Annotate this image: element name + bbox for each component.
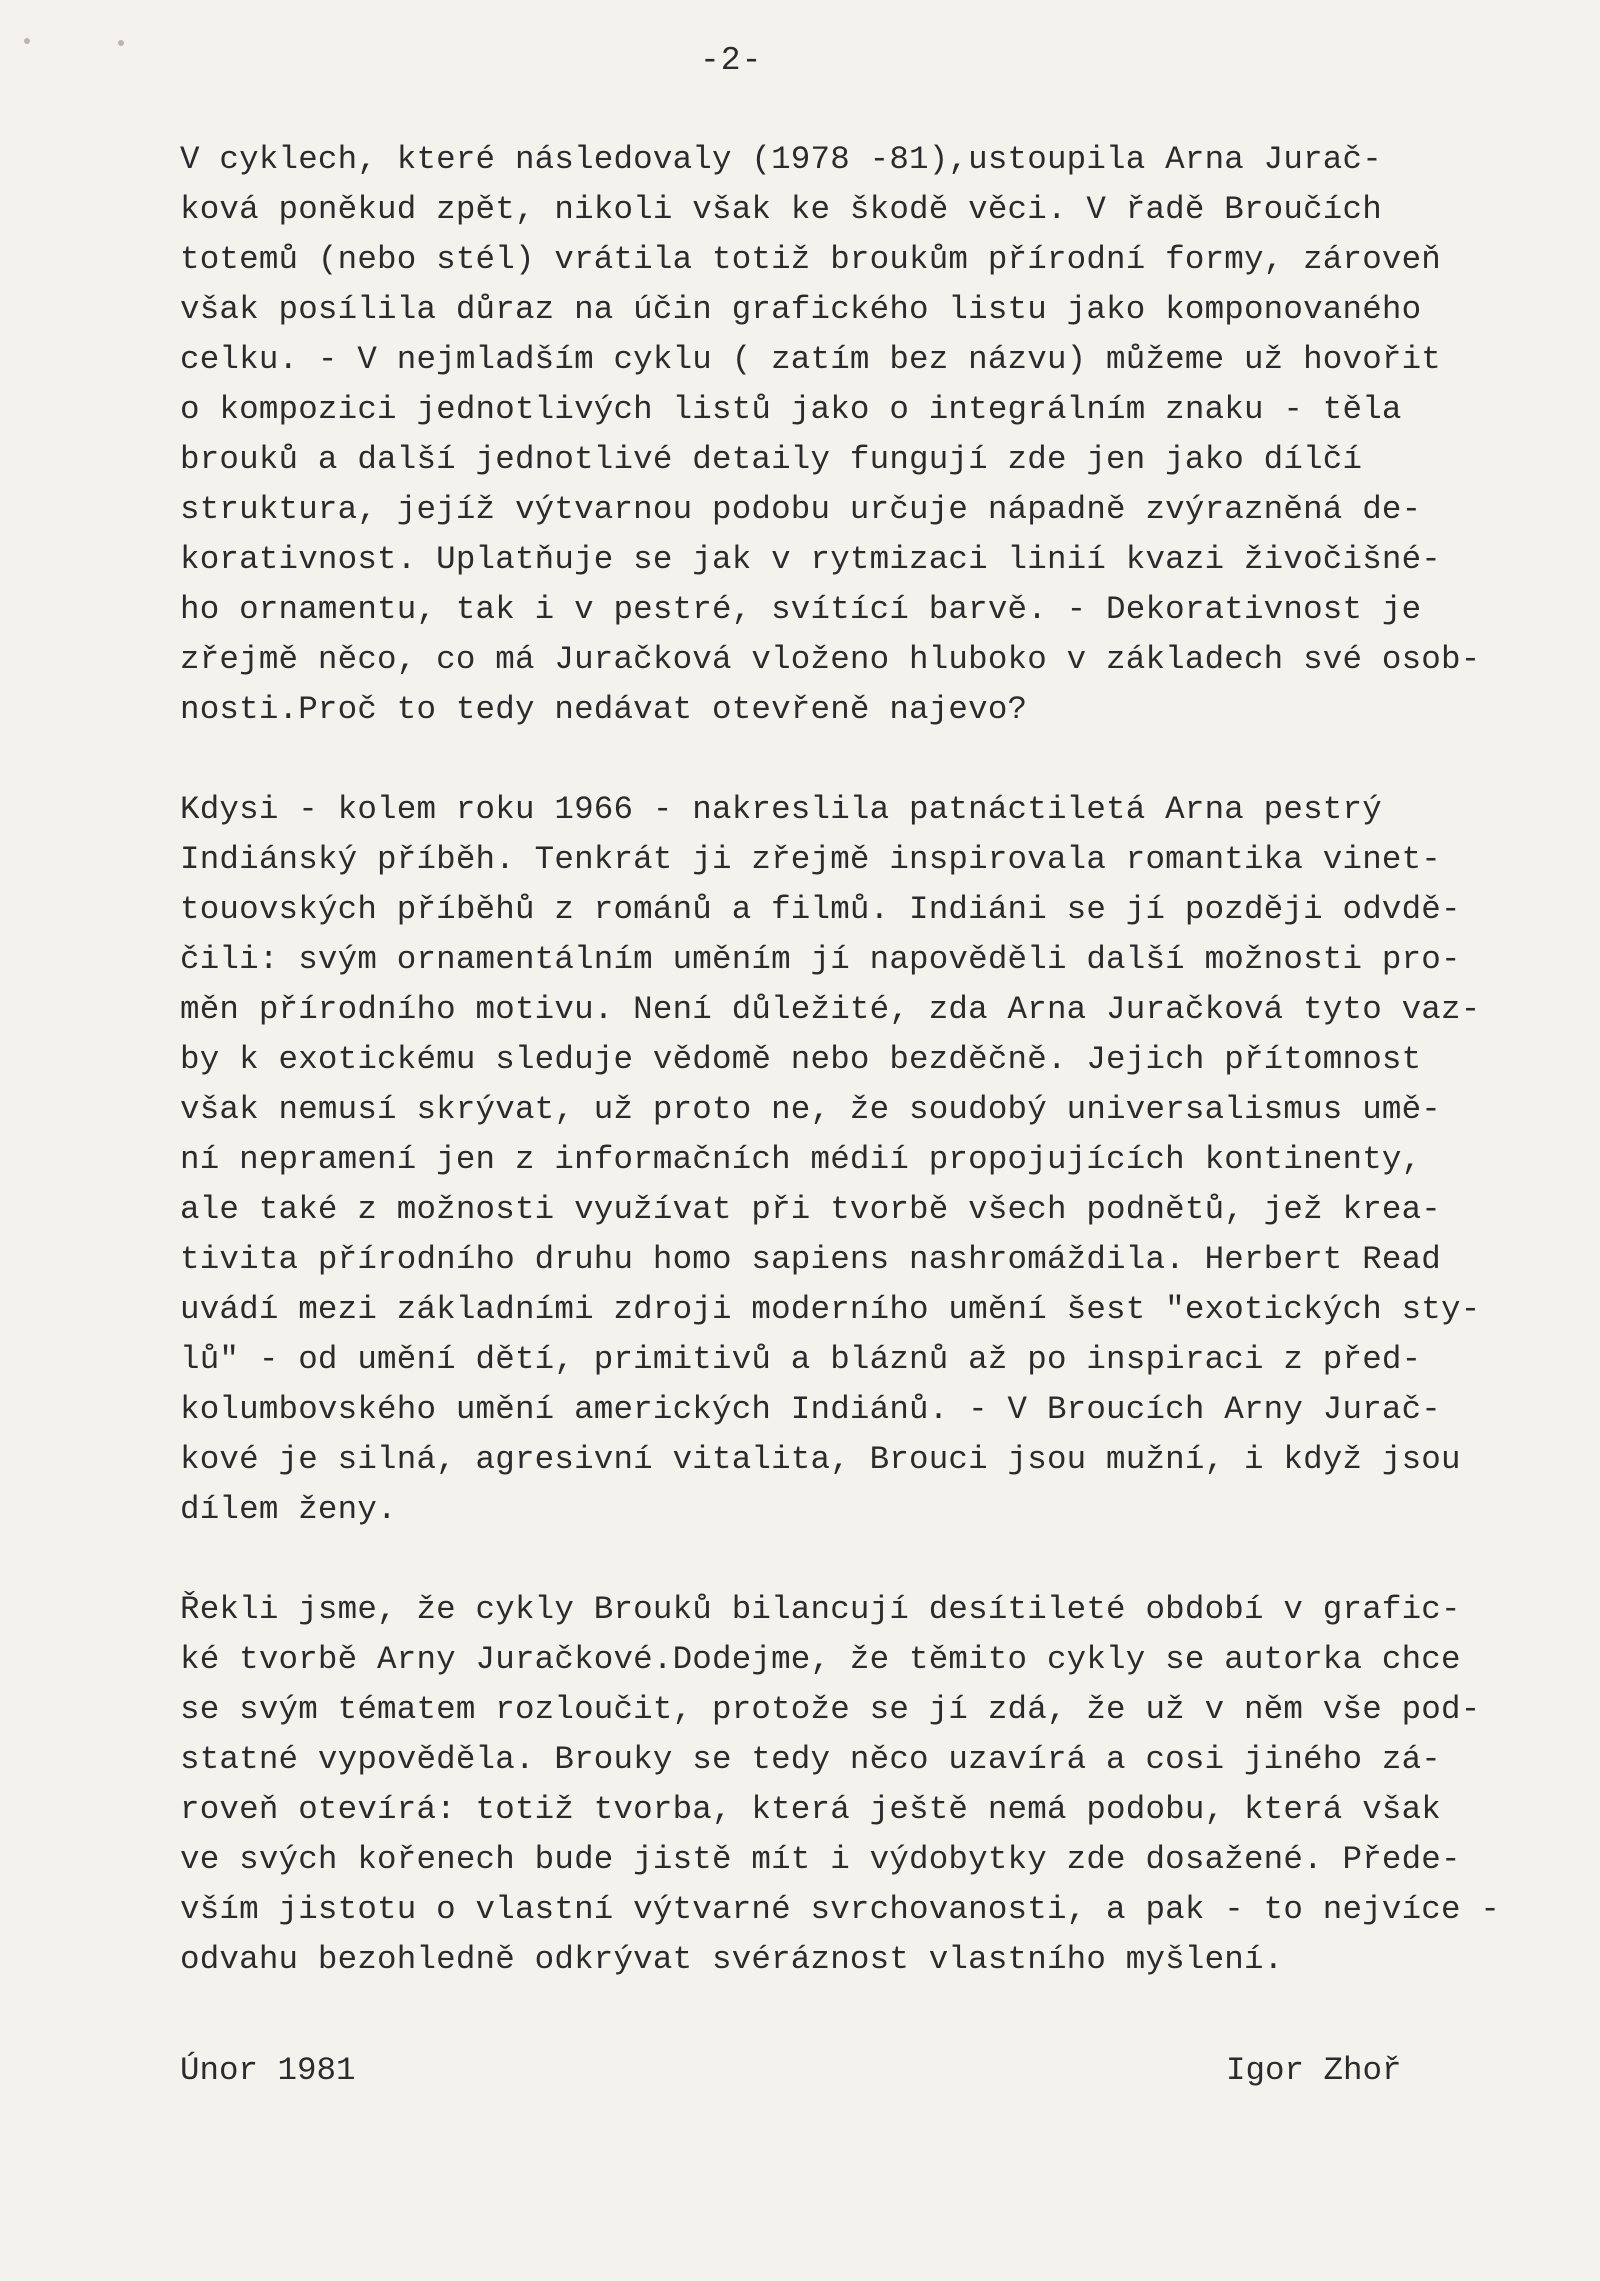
text-line: totemů (nebo stél) vrátila totiž broukům přírodní formy, zároveň	[180, 241, 1442, 278]
text-line: Indiánský příběh. Tenkrát ji zřejmě inspirovala romantika vinet-	[180, 841, 1442, 878]
text-line: tivita přírodního druhu homo sapiens nashromáždila. Herbert Read	[180, 1241, 1442, 1278]
text-line: však nemusí skrývat, už proto ne, že soudobý universalismus umě-	[180, 1091, 1442, 1128]
text-line: ké tvorbě Arny Juračkové.Dodejme, že těmito cykly se autorka chce	[180, 1641, 1461, 1678]
text-line: čili: svým ornamentálním uměním jí napověděli další možnosti pro-	[180, 941, 1461, 978]
text-line: však posílila důraz na účin grafického listu jako komponovaného	[180, 291, 1422, 328]
text-line: ho ornamentu, tak i v pestré, svítící barvě. - Dekorativnost je	[180, 591, 1422, 628]
text-line: kové je silná, agresivní vitalita, Brouci jsou mužní, i když jsou	[180, 1441, 1461, 1478]
text-line: dílem ženy.	[180, 1491, 397, 1528]
text-line: celku. - V nejmladším cyklu ( zatím bez názvu) můžeme už hovořit	[180, 341, 1442, 378]
author-name: Igor Zhoř	[1226, 2052, 1402, 2089]
text-line: nosti.Proč to tedy nedávat otevřeně najevo?	[180, 691, 1028, 728]
text-line: o kompozici jednotlivých listů jako o integrálním znaku - těla	[180, 391, 1402, 428]
text-line: měn přírodního motivu. Není důležité, zda Arna Juračková tyto vaz-	[180, 991, 1481, 1028]
text-line: kolumbovského umění amerických Indiánů. - V Broucích Arny Jurač-	[180, 1391, 1442, 1428]
text-line: ve svých kořenech bude jistě mít i výdobytky zde dosažené. Přede-	[180, 1841, 1461, 1878]
text-line: uvádí mezi základními zdroji moderního umění šest "exotických sty-	[180, 1291, 1481, 1328]
text-line: ale také z možnosti využívat při tvorbě všech podnětů, jež krea-	[180, 1191, 1442, 1228]
text-line: odvahu bezohledně odkrývat svéráznost vlastního myšlení.	[180, 1941, 1284, 1978]
text-line: roveň otevírá: totiž tvorba, která ještě nemá podobu, která však	[180, 1791, 1442, 1828]
text-line: by k exotickému sleduje vědomě nebo bezděčně. Jejich přítomnost	[180, 1041, 1422, 1078]
page-number: -2-	[700, 42, 763, 79]
paper-speck	[24, 38, 30, 44]
text-line: ková poněkud zpět, nikoli však ke škodě věci. V řadě Broučích	[180, 191, 1382, 228]
text-line: Řekli jsme, že cykly Brouků bilancují desítileté období v grafic-	[180, 1591, 1461, 1628]
text-line: korativnost. Uplatňuje se jak v rytmizaci linií kvazi živočišné-	[180, 541, 1442, 578]
text-line: ní nepramení jen z informačních médií propojujících kontinenty,	[180, 1141, 1422, 1178]
date: Únor 1981	[180, 2052, 356, 2089]
text-line: lů" - od umění dětí, primitivů a bláznů až po inspiraci z před-	[180, 1341, 1422, 1378]
text-line: vším jistotu o vlastní výtvarné svrchovanosti, a pak - to nejvíce -	[180, 1891, 1501, 1928]
paper-speck	[118, 40, 124, 46]
text-line: Kdysi - kolem roku 1966 - nakreslila patnáctiletá Arna pestrý	[180, 791, 1382, 828]
text-line: brouků a další jednotlivé detaily fungují zde jen jako dílčí	[180, 441, 1363, 478]
text-line: se svým tématem rozloučit, protože se jí zdá, že už v něm vše pod-	[180, 1691, 1481, 1728]
text-line: V cyklech, které následovaly (1978 -81),ustoupila Arna Jurač-	[180, 141, 1382, 178]
text-line: zřejmě něco, co má Juračková vloženo hluboko v základech své osob-	[180, 641, 1481, 678]
text-line: struktura, jejíž výtvarnou podobu určuje nápadně zvýrazněná de-	[180, 491, 1422, 528]
text-line: statné vypověděla. Brouky se tedy něco uzavírá a cosi jiného zá-	[180, 1741, 1442, 1778]
text-line: touovských příběhů z románů a filmů. Indiáni se jí později odvdě-	[180, 891, 1461, 928]
